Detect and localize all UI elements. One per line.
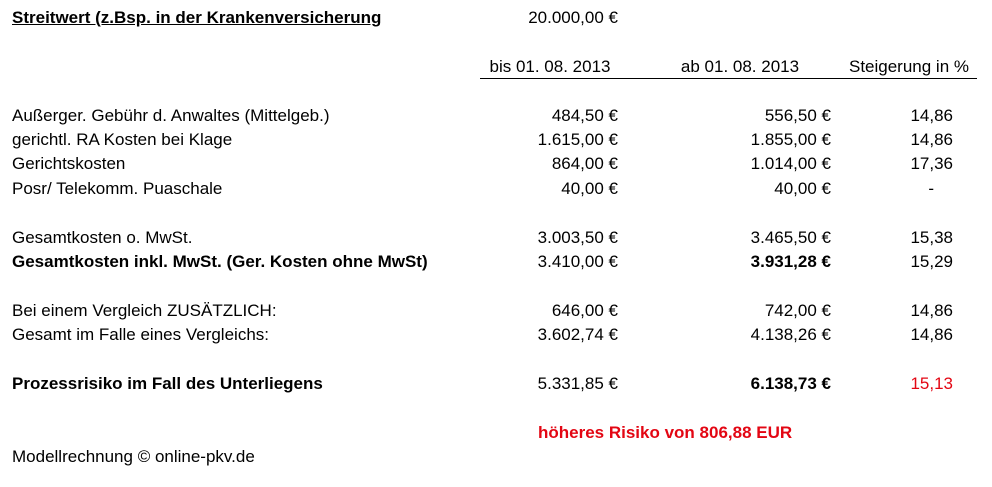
spacer-row bbox=[0, 396, 992, 420]
increase-percent: 14,86 bbox=[910, 325, 953, 345]
cost-row bbox=[0, 177, 992, 201]
cost-row bbox=[0, 128, 992, 152]
row-label: Gerichtskosten bbox=[12, 154, 126, 174]
risk-row bbox=[0, 372, 992, 396]
value-before: 484,50 € bbox=[551, 105, 618, 125]
spacer-row bbox=[0, 274, 992, 298]
spacer-row bbox=[0, 347, 992, 371]
value-after: 3.931,28 € bbox=[750, 251, 831, 271]
row-label: Außerger. Gebühr d. Anwaltes (Mittelgeb.) bbox=[12, 105, 330, 125]
increase-percent: - bbox=[928, 178, 934, 198]
total-row bbox=[0, 250, 992, 274]
row-label: Gesamtkosten o. MwSt. bbox=[12, 227, 193, 247]
value-before: 646,00 € bbox=[551, 300, 618, 320]
value-after: 1.014,00 € bbox=[750, 154, 831, 174]
risk-note-row bbox=[0, 421, 992, 445]
value-before: 864,00 € bbox=[551, 154, 618, 174]
value-before: 3.602,74 € bbox=[537, 325, 618, 345]
row-label: Gesamt im Falle eines Vergleichs: bbox=[12, 325, 269, 345]
increase-percent: 15,38 bbox=[910, 227, 953, 247]
spacer-row bbox=[0, 79, 992, 103]
column-header-row bbox=[0, 55, 992, 79]
row-label: Bei einem Vergleich ZUSÄTZLICH: bbox=[12, 300, 277, 320]
row-label: Gesamtkosten inkl. MwSt. (Ger. Kosten ohne MwSt) bbox=[12, 251, 428, 271]
total-row bbox=[0, 226, 992, 250]
value-before: 40,00 € bbox=[561, 178, 618, 198]
streitwert-value: 20.000,00 € bbox=[528, 8, 618, 27]
risk-value-after: 6.138,73 € bbox=[750, 373, 831, 393]
risk-value-before: 5.331,85 € bbox=[537, 373, 618, 393]
settlement-row bbox=[0, 299, 992, 323]
value-after: 742,00 € bbox=[764, 300, 831, 320]
footer-row bbox=[0, 445, 992, 469]
value-before: 3.410,00 € bbox=[537, 251, 618, 271]
value-after: 40,00 € bbox=[774, 178, 831, 198]
cost-row bbox=[0, 152, 992, 176]
value-before: 1.615,00 € bbox=[537, 129, 618, 149]
value-after: 1.855,00 € bbox=[750, 129, 831, 149]
increase-percent: 14,86 bbox=[910, 300, 953, 320]
value-before: 3.003,50 € bbox=[537, 227, 618, 247]
row-label: Posr/ Telekomm. Puaschale bbox=[12, 178, 223, 198]
value-after: 3.465,50 € bbox=[750, 227, 831, 247]
spacer-row bbox=[0, 201, 992, 225]
risk-note: höheres Risiko von 806,88 EUR bbox=[538, 422, 793, 442]
value-after: 4.138,26 € bbox=[750, 325, 831, 345]
increase-percent: 15,29 bbox=[910, 251, 953, 271]
footer-credit: Modellrechnung © online-pkv.de bbox=[12, 447, 255, 467]
spacer-row bbox=[0, 30, 992, 54]
settlement-row bbox=[0, 323, 992, 347]
value-after: 556,50 € bbox=[764, 105, 831, 125]
column-header-after: ab 01. 08. 2013 bbox=[680, 56, 800, 76]
cost-row bbox=[0, 104, 992, 128]
row-label: gerichtl. RA Kosten bei Klage bbox=[12, 129, 233, 149]
column-header-increase: Steigerung in % bbox=[848, 56, 970, 76]
cost-comparison-sheet bbox=[0, 6, 992, 469]
column-header-before: bis 01. 08. 2013 bbox=[489, 56, 611, 76]
increase-percent: 17,36 bbox=[910, 154, 953, 174]
streitwert-label: Streitwert (z.Bsp. in der Krankenversicherung bbox=[12, 8, 382, 27]
risk-increase-percent: 15,13 bbox=[910, 373, 953, 393]
streitwert-row bbox=[0, 6, 992, 30]
increase-percent: 14,86 bbox=[910, 105, 953, 125]
risk-label: Prozessrisiko im Fall des Unterliegens bbox=[12, 373, 323, 393]
increase-percent: 14,86 bbox=[910, 129, 953, 149]
